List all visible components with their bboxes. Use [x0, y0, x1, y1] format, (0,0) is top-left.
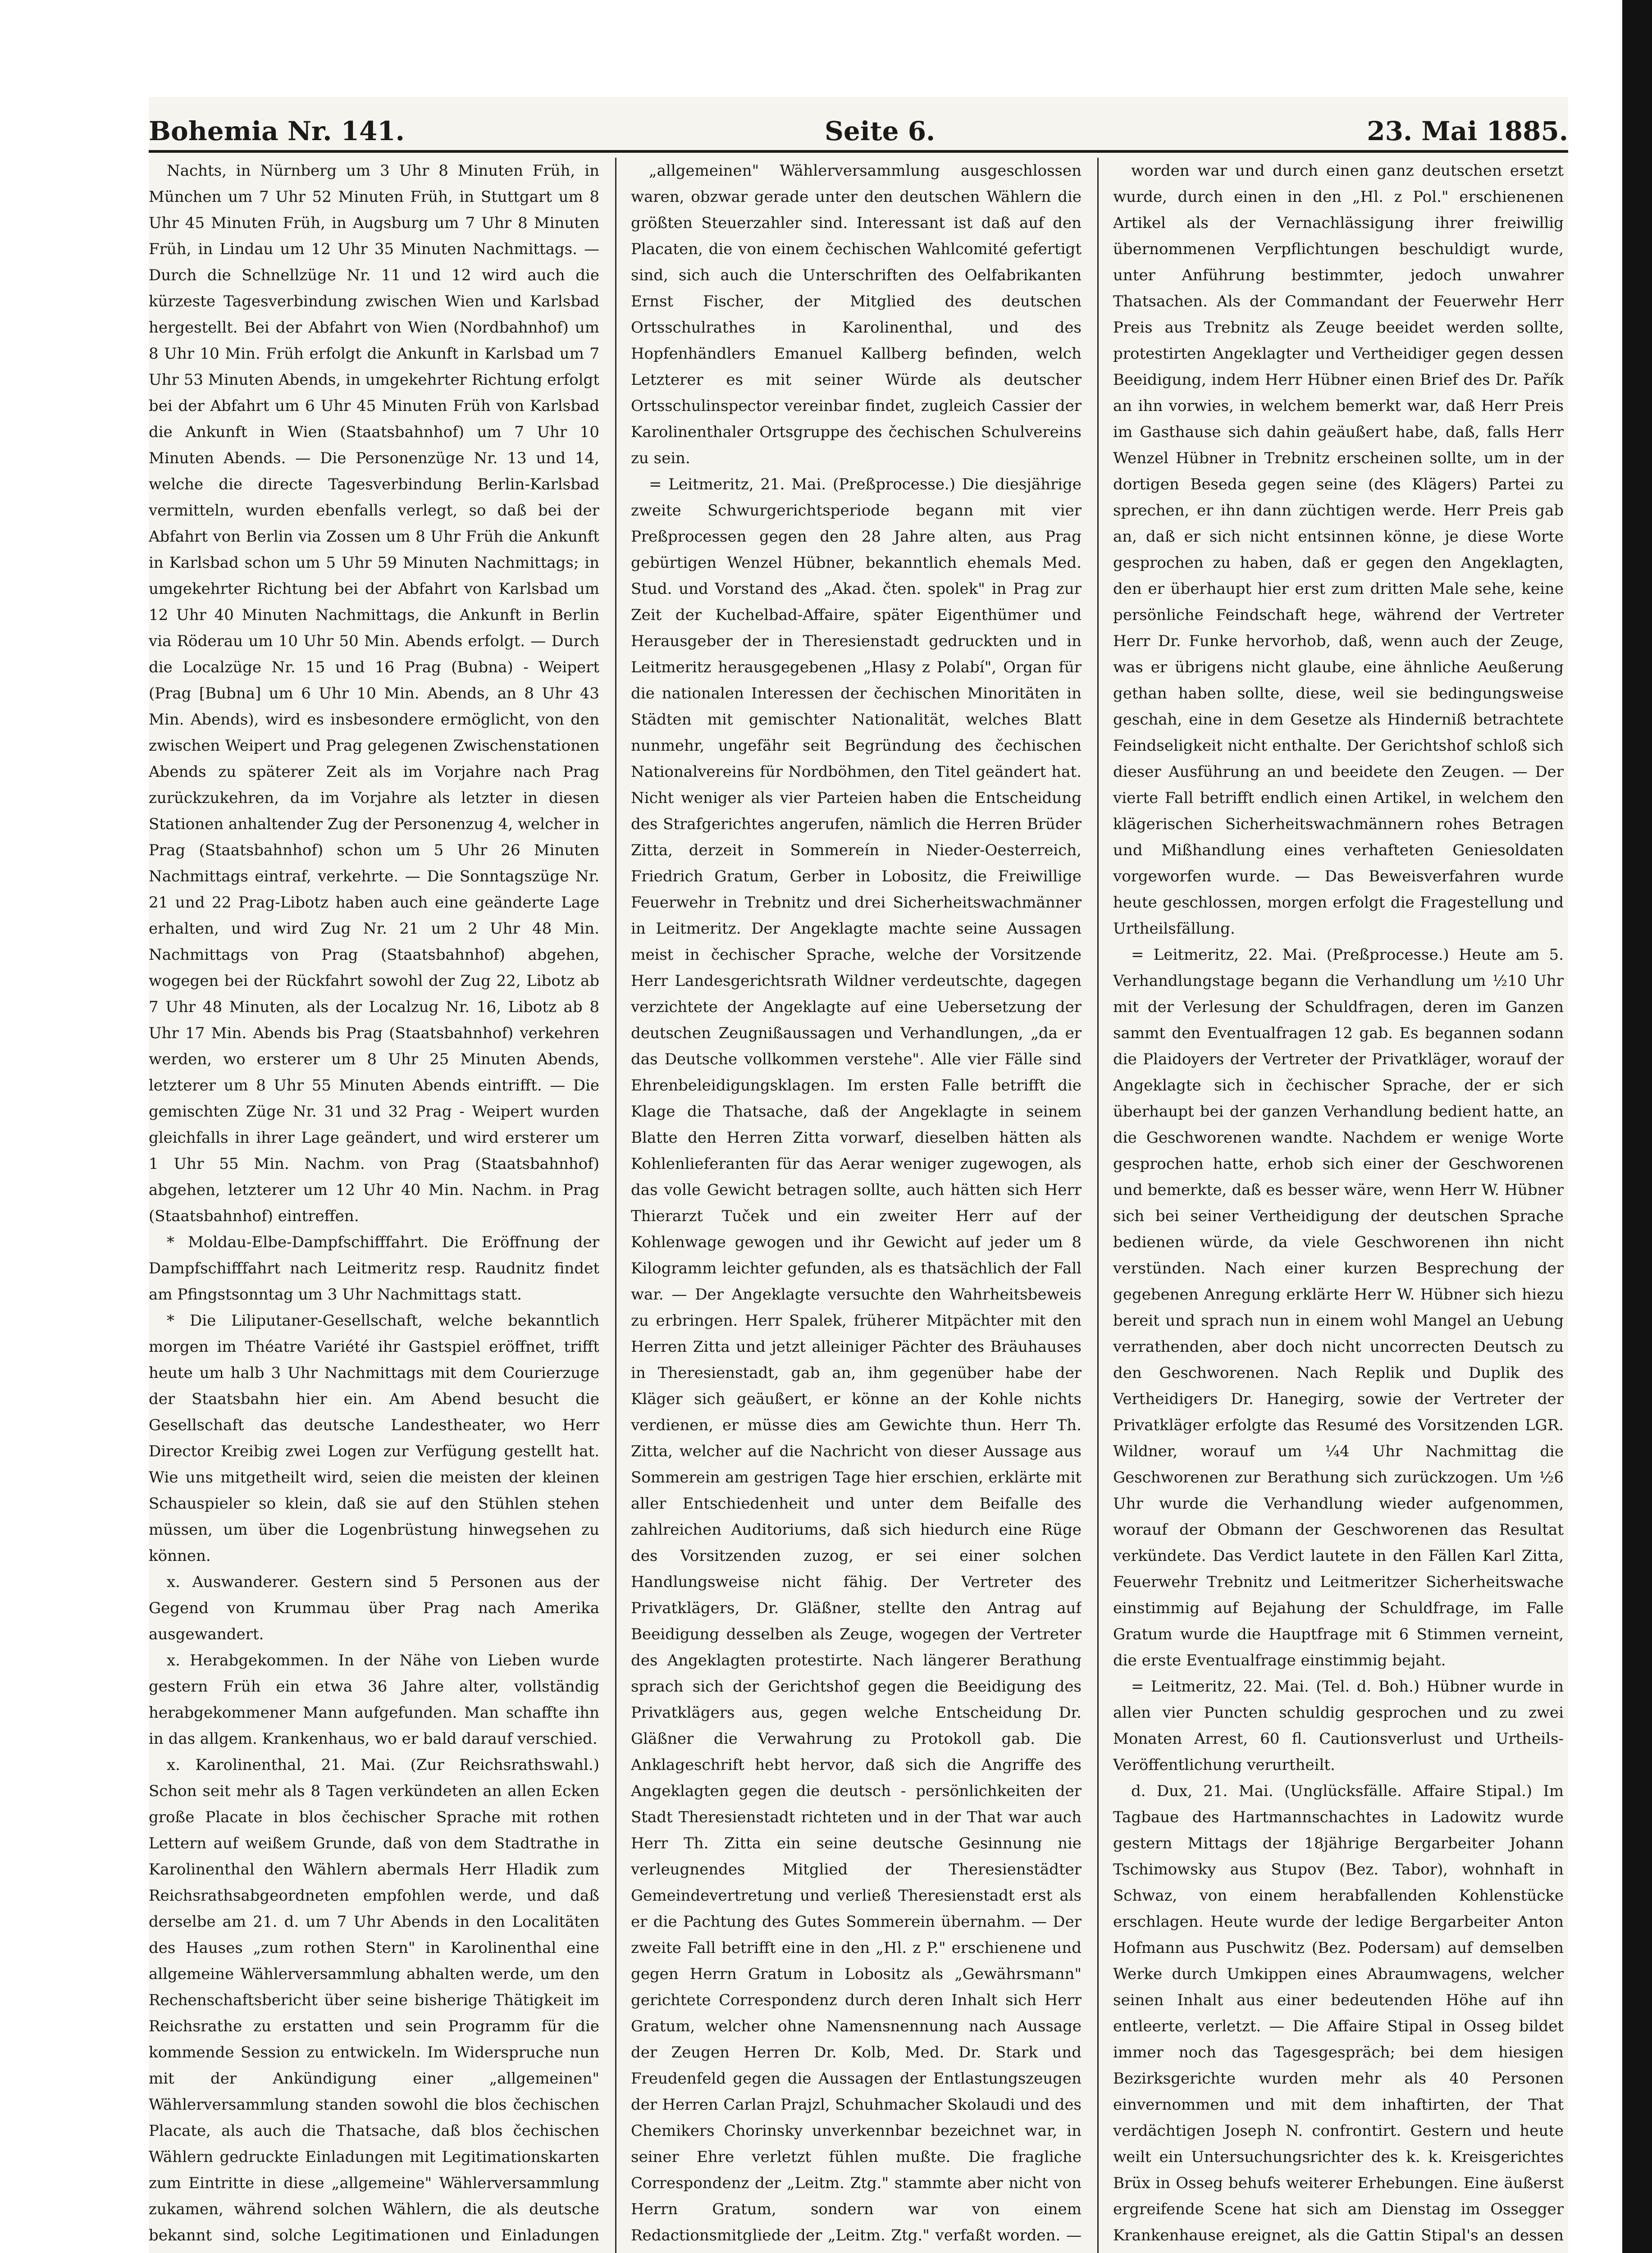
column-1: [149, 158, 599, 2253]
column-divider: [1097, 158, 1099, 2253]
header-publication: Bohemia Nr. 141.: [149, 116, 405, 146]
header-rule: [149, 150, 1568, 153]
column-3: [1113, 158, 1564, 2253]
article-paragraph: d. Dux, 21. Mai. (Unglücksfälle. Affaire Stipal.) Im Tagbaue des Hartmannschachtes in Ladowitz wurde gestern Mittags der 18jährige Bergarbeiter Johann Tschimowsky aus Stupov (Bez. Tabor), wohnhaft in Schwaz, von einem herabfallenden Kohlenstücke erschlagen. Heute wurde der ledige Bergarbeiter Anton Hofmann aus Puschwitz (Bez. Podersam) auf demselben Werke durch Umkippen eines Abraumwagens, welcher seinen Inhalt aus einer bedeutenden Höhe auf ihn entleerte, verletzt. — Die Affaire Stipal in Osseg bildet immer noch das Tagesgespräch; bei dem hiesigen Bezirksgerichte wurden mehr als 40 Personen einvernommen und mit dem inhaftirten, der That verdächtigen Joseph N. confrontirt. Gestern und heute weilt ein Untersuchungsrichter des k. k. Kreisgerichtes Brüx in Osseg behufs weiterer Erhebungen. Eine äußerst ergreifende Scene hat sich am Dienstag im Ossegger Krankenhause ereignet, als die Gattin Stipal's an dessen: [1113, 1782, 1564, 2244]
article-paragraph: = Leitmeritz, 22. Mai. (Preßprocesse.) Heute am 5. Verhandlungstage begann die Verhandlung um ½10 Uhr mit der Verlesung der Schuldfragen, deren im Ganzen sammt den Eventualfragen 12 gab. Es begannen sodann die Plaidoyers der Vertreter der Privatkläger, worauf der Angeklagte sich in čechischer Sprache, der er sich überhaupt bei der ganzen Verhandlung bedient hatte, an die Geschworenen wandte. Nachdem er wenige Worte gesprochen hatte, erhob sich einer der Geschworenen und bemerkte, daß es besser wäre, wenn Herr W. Hübner sich bei seiner Vertheidigung der deutschen Sprache bedienen würde, da viele Geschworenen ihn nicht verstünden. Nach einer kurzen Besprechung der gegebenen Anregung erklärte Herr W. Hübner sich hiezu bereit und sprach nun in einem wohl Mangel an Uebung verrathenden, aber doch nicht uncorrecten Deutsch zu den Geschworenen. Nach Replik und Duplik des Vertheidigers Dr. Hanegirg, sowie der Vertreter der Privatkläger erfolgte das Resumé des Vorsitzenden LGR. Wildner, worauf um ¼4 Uhr Nachmittag die Geschworenen zur Berathung sich zurückzogen. Um ½6 Uhr wurde die Verhandlung wieder aufgenommen, worauf der Obmann der Geschworenen das Resultat verkündete. Das Verdict lautete in den Fällen Karl Zitta, Feuerwehr Trebnitz und Leitmeritzer Sicherheitswache einstimmig auf Bejahung der Schuldfrage, im Falle Gratum wurde die Hauptfrage mit 6 Stimmen verneint, die erste Eventualfrage einstimmig bejaht.: [1113, 946, 1564, 1669]
column-divider: [615, 158, 616, 2253]
article-paragraph: x. Herabgekommen. In der Nähe von Lieben wurde gestern Früh ein etwa 36 Jahre alter, vollständig herabgekommener Mann aufgefunden. Man schaffte ihn in das allgem. Krankenhaus, wo er bald darauf verschied.: [149, 1651, 599, 1748]
article-paragraph: = Leitmeritz, 22. Mai. (Tel. d. Boh.) Hübner wurde in allen vier Puncten schuldig gesprochen und zu zwei Monaten Arrest, 60 fl. Cautionsverlust und Urtheils-Veröffentlichung verurtheilt.: [1113, 1678, 1564, 1774]
newspaper-page: [149, 97, 1568, 2253]
article-paragraph: x. Auswanderer. Gestern sind 5 Personen aus der Gegend von Krummau über Prag nach Amerika ausgewandert.: [149, 1573, 599, 1643]
column-2: [631, 158, 1082, 2253]
article-paragraph: worden war und durch einen ganz deutschen ersetzt wurde, durch einen in den „Hl. z Pol." erschienenen Artikel als der Vernachlässigung ihrer freiwillig übernommenen Verpflichtungen beschuldigt wurde, unter Anführung bestimmter, jedoch unwahrer Thatsachen. Als der Commandant der Feuerwehr Herr Preis aus Trebnitz als Zeuge beeidet werden sollte, protestirten Angeklagter und Vertheidiger gegen dessen Beeidigung, indem Herr Hübner einen Brief des Dr. Pařík an ihn vorwies, in welchem bemerkt war, daß Herr Preis im Gasthause sich dahin geäußert habe, daß, falls Herr Wenzel Hübner in Trebnitz erscheinen sollte, um in der dortigen Beseda gegen seine (des Klägers) Partei zu sprechen, er ihn dann züchtigen werde. Herr Preis gab an, daß er sich nicht entsinnen könne, je diese Worte gesprochen zu haben, daß er gegen den Angeklagten, den er überhaupt hier erst zum dritten Male sehe, keine persönliche Feindschaft hege, während der Vertreter Herr Dr. Funke hervorhob, daß, wenn auch der Zeuge, was er übrigens nicht glaube, eine ähnliche Aeußerung gethan haben sollte, diese, weil sie bedingungsweise geschah, eine in dem Gesetze als Hinderniß betrachtete Feindseligkeit nicht enthalte. Der Gerichtshof schloß sich dieser Ausführung an und beeidete den Zeugen. — Der vierte Fall betrifft endlich einen Artikel, in welchem den klägerischen Sicherheitswachmännern rohes Betragen und Mißhandlung eines verhafteten Geniesoldaten vorgeworfen wurde. — Das Beweisverfahren wurde heute geschlossen, morgen erfolgt die Fragestellung und Urtheilsfällung.: [1113, 162, 1564, 938]
header-page-number: Seite 6.: [825, 116, 936, 146]
article-paragraph: * Die Liliputaner-Gesellschaft, welche bekanntlich morgen im Théatre Variété ihr Gastspiel eröffnet, trifft heute um halb 3 Uhr Nachmittags mit dem Courierzuge der Staatsbahn hier ein. Am Abend besucht die Gesellschaft das deutsche Landestheater, wo Herr Director Kreibig zwei Logen zur Verfügung gestellt hat. Wie uns mitgetheilt wird, seien die meisten der kleinen Schauspieler so klein, daß sie auf den Stühlen stehen müssen, um über die Logenbrüstung hinwegsehen zu können.: [149, 1312, 599, 1565]
article-paragraph: „allgemeinen" Wählerversammlung ausgeschlossen waren, obzwar gerade unter den deutschen Wählern die größten Steuerzahler sind. Interessant ist daß auf den Placaten, die von einem čechischen Wahlcomité gefertigt sind, sich auch die Unterschriften des Oelfabrikanten Ernst Fischer, der Mitglied des deutschen Ortsschulrathes in Karolinenthal, und des Hopfenhändlers Emanuel Kallberg befinden, welch Letzterer es mit seiner Würde als deutscher Ortsschulinspector vereinbar findet, zugleich Cassier der Karolinenthaler Ortsgruppe des čechischen Schulvereins zu sein.: [631, 162, 1082, 467]
article-paragraph: * Moldau-Elbe-Dampfschifffahrt. Die Eröffnung der Dampfschifffahrt nach Leitmeritz resp. Raudnitz findet am Pfingstsonntag um 3 Uhr Nachmittags statt.: [149, 1233, 599, 1304]
header-date: 23. Mai 1885.: [1367, 116, 1568, 146]
article-paragraph: x. Karolinenthal, 21. Mai. (Zur Reichsrathswahl.) Schon seit mehr als 8 Tagen verkündeten an allen Ecken große Placate in blos čechischer Sprache mit rothen Lettern auf weißem Grunde, daß von dem Stadtrathe in Karolinenthal den Wählern abermals Herr Hladik zum Reichsrathsabgeordneten empfohlen werde, und daß derselbe am 21. d. um 7 Uhr Abends in den Localitäten des Hauses „zum rothen Stern" in Karolinenthal eine allgemeine Wählerversammlung abhalten werde, um den Rechenschaftsbericht über seine bisherige Thätigkeit im Reichsrathe zu erstatten und sein Programm für die kommende Session zu entwickeln. Im Widerspruche nun mit der Ankündigung einer „allgemeinen" Wählerversammlung standen sowohl die blos čechischen Placate, als auch die Thatsache, daß blos čechischen Wählern gedruckte Einladungen mit Legitimationskarten zum Eintritte in diese „allgemeine" Wählerversammlung zukamen, während solchen Wählern, die als deutsche bekannt sind, solche Legitimationen und Einladungen: [149, 1756, 599, 2244]
article-paragraph: Nachts, in Nürnberg um 3 Uhr 8 Minuten Früh, in München um 7 Uhr 52 Minuten Früh, in Stuttgart um 8 Uhr 45 Minuten Früh, in Augsburg um 7 Uhr 8 Minuten Früh, in Lindau um 12 Uhr 35 Minuten Nachmittags. — Durch die Schnellzüge Nr. 11 und 12 wird auch die kürzeste Tagesverbindung zwischen Wien und Karlsbad hergestellt. Bei der Abfahrt von Wien (Nordbahnhof) um 8 Uhr 10 Min. Früh erfolgt die Ankunft in Karlsbad um 7 Uhr 53 Minuten Abends, in umgekehrter Richtung erfolgt bei der Abfahrt um 6 Uhr 45 Minuten Früh von Karlsbad die Ankunft in Wien (Staatsbahnhof) um 7 Uhr 10 Minuten Abends. — Die Personenzüge Nr. 13 und 14, welche die directe Tagesverbindung Berlin-Karlsbad vermitteln, wurden ebenfalls verlegt, so daß bei der Abfahrt von Berlin via Zossen um 8 Uhr Früh die Ankunft in Karlsbad schon um 5 Uhr 59 Minuten Nachmittags; in umgekehrter Richtung bei der Abfahrt von Karlsbad um 12 Uhr 40 Minuten Nachmittags, die Ankunft in Berlin via Röderau um 10 Uhr 50 Min. Abends erfolgt. — Durch die Localzüge Nr. 15 und 16 Prag (Bubna) - Weipert (Prag [Bubna] um 6 Uhr 10 Min. Abends, an 8 Uhr 43 Min. Abends), wird es insbesondere ermöglicht, von den zwischen Weipert und Prag gelegenen Zwischenstationen Abends zu späterer Zeit als im Vorjahre nach Prag zurückzukehren, da im Vorjahre als letzter in diesen Stationen anhaltender Zug der Personenzug 4, welcher in Prag (Staatsbahnhof) schon um 5 Uhr 26 Minuten Nachmittags eintraf, verkehrte. — Die Sonntagszüge Nr. 21 und 22 Prag-Libotz haben auch eine geänderte Lage erhalten, und wird Zug Nr. 21 um 2 Uhr 48 Min. Nachmittags von Prag (Staatsbahnhof) abgehen, wogegen bei der Rückfahrt sowohl der Zug 22, Libotz ab 7 Uhr 48 Minuten, als der Localzug Nr. 16, Libotz ab 8 Uhr 17 Min. Abends bis Prag (Staatsbahnhof) verkehren werden, wo ersterer um 8 Uhr 25 Minuten Abends, letzterer um 8 Uhr 55 Minuten Abends eintrifft. — Die gemischten Züge Nr. 31 und 32 Prag - Weipert wurden gleichfalls in ihrer Lage geändert, und wird ersterer um 1 Uhr 55 Min. Nachm. von Prag (Staatsbahnhof) abgehen, letzterer um 12 Uhr 40 Min. Nachm. in Prag (Staatsbahnhof) eintreffen.: [149, 162, 599, 1225]
binding-strip: [1622, 0, 1652, 2253]
article-paragraph: = Leitmeritz, 21. Mai. (Preßprocesse.) Die diesjährige zweite Schwurgerichtsperiode begann mit vier Preßprocessen gegen den 28 Jahre alten, aus Prag gebürtigen Wenzel Hübner, bekanntlich ehemals Med. Stud. und Vorstand des „Akad. čten. spolek" in Prag zur Zeit der Kuchelbad-Affaire, später Eigenthümer und Herausgeber der in Theresienstadt gedruckten und in Leitmeritz herausgegebenen „Hlasy z Polabí", Organ für die nationalen Interessen der čechischen Minoritäten in Städten mit gemischter Nationalität, welches Blatt nunmehr, ungefähr seit Begründung des čechischen Nationalvereins für Nordböhmen, den Titel geändert hat. Nicht weniger als vier Parteien haben die Entscheidung des Strafgerichtes angerufen, nämlich die Herren Brüder Zitta, derzeit in Sommereín in Nieder-Oesterreich, Friedrich Gratum, Gerber in Lobositz, die Freiwillige Feuerwehr in Trebnitz und drei Sicherheitswachmänner in Leitmeritz. Der Angeklagte machte seine Aussagen meist in čechischer Sprache, welche der Vorsitzende Herr Landesgerichtsrath Wildner verdeutschte, dagegen verzichtete der Angeklagte auf eine Uebersetzung der deutschen Zeugnißaussagen und Verhandlungen, „da er das Deutsche vollkommen verstehe". Alle vier Fälle sind Ehrenbeleidigungsklagen. Im ersten Falle betrifft die Klage die Thatsache, daß der Angeklagte in seinem Blatte den Herren Zitta vorwarf, dieselben hätten als Kohlenlieferanten für das Aerar weniger zugewogen, als das volle Gewicht betragen sollte, auch hätten sich Herr Thierarzt Tuček und ein zweiter Herr auf der Kohlenwage gewogen und ihr Gewicht auf jeder um 8 Kilogramm leichter gefunden, als es thatsächlich der Fall war. — Der Angeklagte versuchte den Wahrheitsbeweis zu erbringen. Herr Spalek, früherer Mitpächter mit den Herren Zitta und jetzt alleiniger Pächter des Bräuhauses in Theresienstadt, gab an, ihm gegenüber habe der Kläger sich geäußert, er könne an der Kohle nichts verdienen, er müsse dies am Gewichte thun. Herr Th. Zitta, welcher auf die Nachricht von dieser Aussage aus Sommerein am gestrigen Tage hier erschien, erklärte mit aller Entschiedenheit und unter dem Beifalle des zahlreichen Auditoriums, daß sich hiedurch eine Rüge des Vorsitzenden zuzog, er sei einer solchen Handlungsweise nicht fähig. Der Vertreter des Privatklägers, Dr. Gläßner, stellte den Antrag auf Beeidigung desselben als Zeuge, wogegen der Vertreter des Angeklagten protestirte. Nach längerer Berathung sprach sich der Gerichtshof gegen die Beeidigung des Privatklägers aus, gegen welche Entscheidung Dr. Gläßner die Verwahrung zu Protokoll gab. Die Anklageschrift hebt hervor, daß sich die Angriffe des Angeklagten gegen die deutsch - persönlichkeiten der Stadt Theresienstadt richteten und in der That war auch Herr Th. Zitta ein seine deutsche Gesinnung nie verleugnendes Mitglied der Theresienstädter Gemeindevertretung und verließ Theresienstadt erst als er die Pachtung des Gutes Sommerein übernahm. — Der zweite Fall betrifft eine in den „Hl. z P." erschienene und gegen Herrn Gratum in Lobositz als „Gewährsmann" gerichtete Correspondenz durch deren Inhalt sich Herr Gratum, welcher ohne Namensnennung nach Aussage der Zeugen Herren Dr. Kolb, Med. Dr. Stark und Freudenfeld gegen die Aussagen der Entlastungszeugen der Herren Carlan Prajzl, Schuhmacher Skolaudi und des Chemikers Chorinsky unverkennbar bezeichnet war, in seiner Ehre verletzt fühlen mußte. Die fragliche Correspondenz der „Leitm. Ztg." stammte aber nicht von Herrn Gratum, sondern war von einem Redactionsmitgliede der „Leitm. Ztg." verfaßt worden. —: [631, 475, 1082, 2244]
page-header: [149, 106, 1568, 146]
